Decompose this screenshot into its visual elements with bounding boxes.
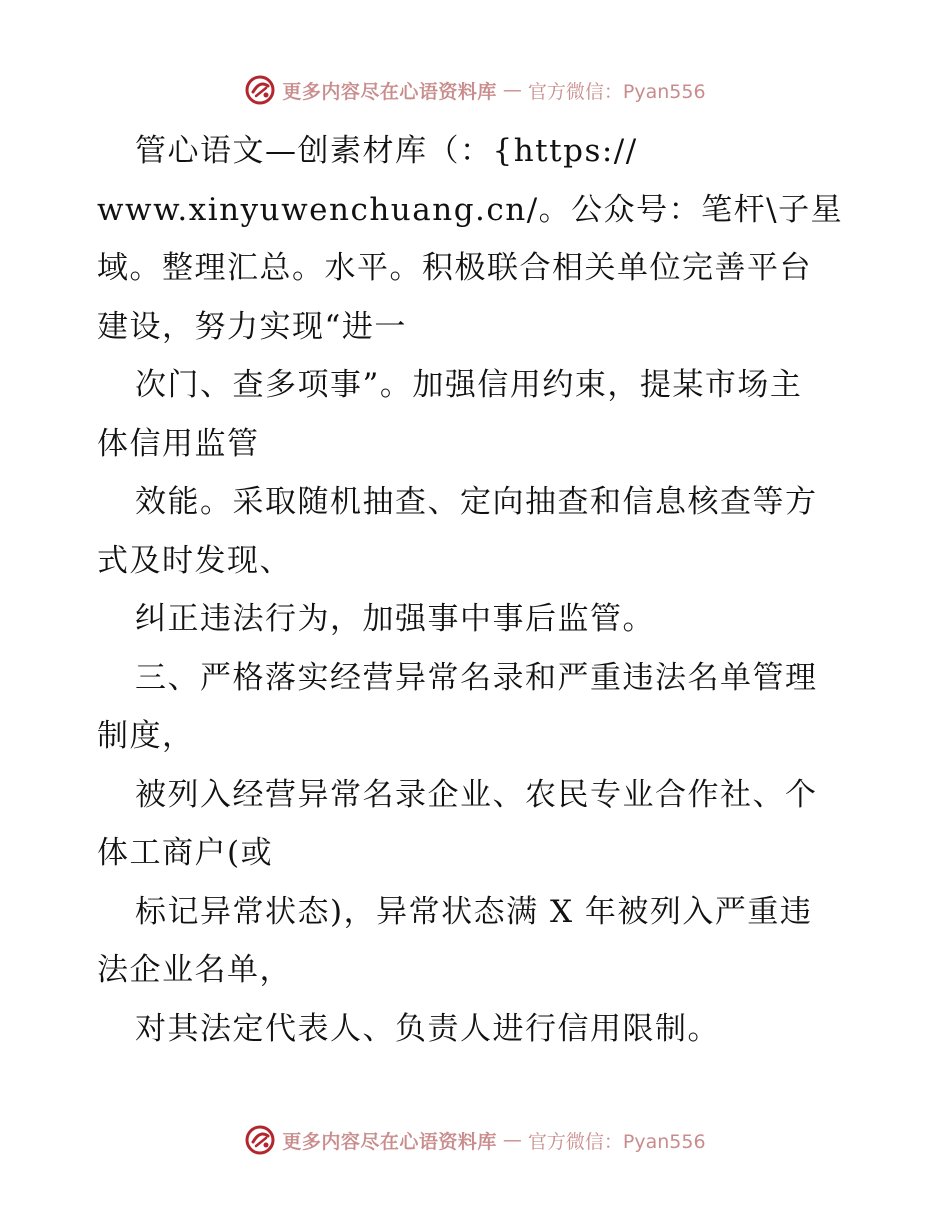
paragraph-line: 被列入经营异常名录企业、农民专业合作社、个 [135,776,818,813]
banner-site-text: 更多内容尽在心语资料库 [282,1130,497,1153]
banner-wechat-text: 官方微信：Pyan556 [527,80,706,103]
banner-dash: — [502,79,522,101]
banner-dash: — [502,1129,522,1151]
paragraph-line: 三、严格落实经营异常名录和严重违法名单管理 [135,659,818,696]
footer-banner [0,1120,950,1160]
red-seal-logo-icon [244,1124,276,1156]
paragraph-line: 域。整理汇总。水平。积极联合相关单位完善平台 [97,250,812,286]
banner-wechat-text: 官方微信：Pyan556 [527,1130,706,1153]
paragraph-line: 制度， [97,718,195,754]
paragraph-line: 管心语文—创素材库（：{https:// [135,133,638,169]
paragraph-line: 对其法定代表人、负责人进行信用限制。 [135,1010,720,1047]
paragraph-line: 式及时发现、 [97,542,292,579]
paragraph-line: 体信用监管 [97,425,260,462]
banner-site-text: 更多内容尽在心语资料库 [282,80,497,103]
paragraph-line: 标记异常状态)，异常状态满 X 年被列入严重违 [135,893,813,930]
header-banner [0,70,950,110]
paragraph-line: 效能。采取随机抽查、定向抽查和信息核查等方 [135,484,818,520]
paragraph-line: 纠正违法行为，加强事中事后监管。 [135,601,655,637]
paragraph-line: 法企业名单， [97,952,292,988]
paragraph-line: 体工商户(或 [97,835,274,871]
document-body [97,122,857,1058]
paragraph-line: www.xinyuwenchuang.cn/。公众号：笔杆\子星 [97,191,844,228]
paragraph-line: 次门、查多项事”。加强信用约束，提某市场主 [135,367,803,403]
paragraph-line: 建设，努力实现“进一 [97,308,407,345]
red-seal-logo-icon [244,74,276,106]
